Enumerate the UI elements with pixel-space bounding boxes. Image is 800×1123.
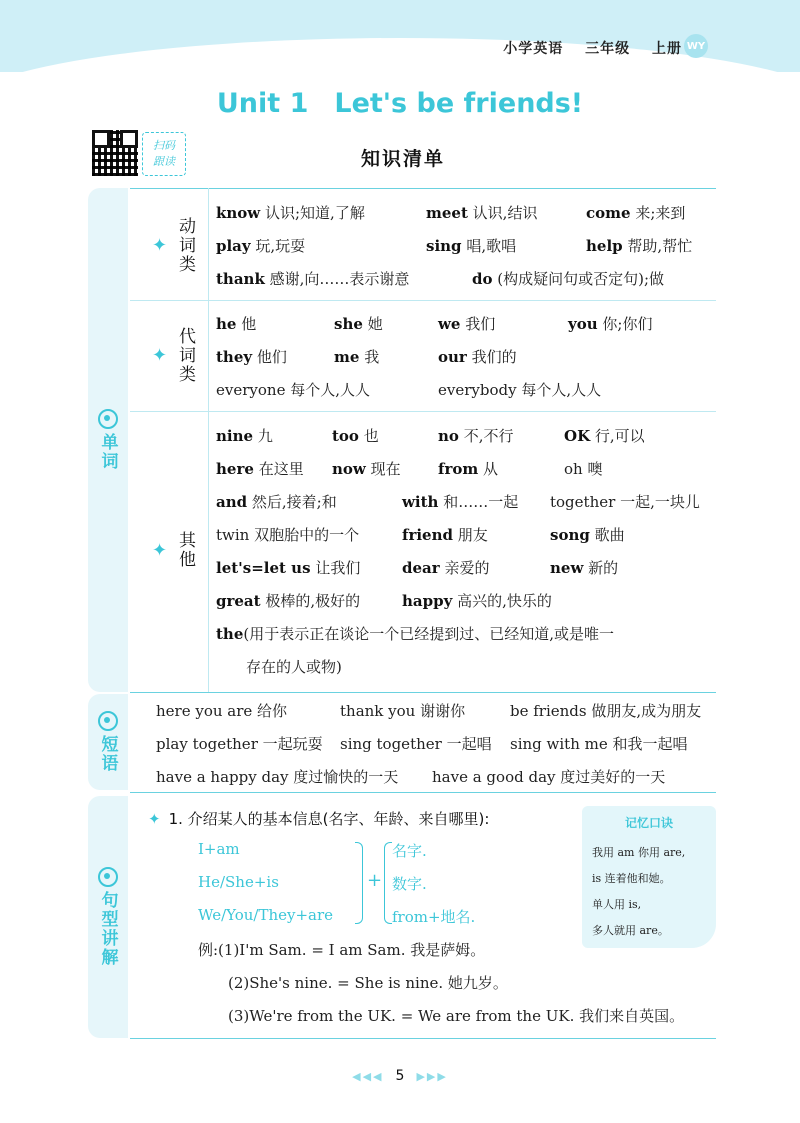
category-label: 动词类 <box>175 216 196 274</box>
category-others <box>140 520 210 580</box>
example-sentence: 例:(1)I'm Sam. = I am Sam. 我是萨姆。 <box>198 941 486 959</box>
memory-tip-box <box>582 806 716 948</box>
star-icon: ✦ <box>151 234 168 256</box>
formula-complement: 数字. <box>392 875 427 893</box>
formula-complement: from+地名. <box>392 908 476 926</box>
page-number: 5 <box>395 1068 405 1084</box>
example-sentence: (3)We're from the UK. = We are from the UK. 我们来自英国。 <box>228 1007 685 1025</box>
memory-tip-line: 多人就用 are。 <box>592 924 669 937</box>
list-title: 知识清单 <box>360 148 445 170</box>
phrase: sing with me 和我一起唱 <box>510 735 688 753</box>
divider <box>130 792 716 793</box>
category-label: 其他 <box>175 531 196 569</box>
target-icon <box>98 867 118 887</box>
category-pronouns <box>140 320 210 390</box>
memory-tip-line: 我用 am 你用 are, <box>592 846 686 859</box>
star-icon: ✦ <box>148 810 161 828</box>
grade-label: 三年级 <box>585 41 631 57</box>
section-tab-words <box>88 188 128 692</box>
phrase: play together 一起玩耍 <box>156 735 323 753</box>
section-tab-phrases <box>88 694 128 790</box>
phrase: sing together 一起唱 <box>340 735 492 753</box>
divider <box>130 188 716 189</box>
unit-title <box>0 88 800 119</box>
phrase: have a good day 度过美好的一天 <box>432 768 666 786</box>
star-icon: ✦ <box>151 539 168 561</box>
target-icon <box>98 409 118 429</box>
example-sentence: (2)She's nine. = She is nine. 她九岁。 <box>228 974 508 992</box>
memory-tip-line: is 连着他和她。 <box>592 872 671 885</box>
memory-tip-title: 记忆口诀 <box>624 816 673 830</box>
formula-plus: + <box>367 870 383 891</box>
scan-line-2: 跟读 <box>153 155 175 168</box>
phrase: have a happy day 度过愉快的一天 <box>156 768 399 786</box>
phrase: be friends 做朋友,成为朋友 <box>510 702 702 720</box>
scan-line-1: 扫码 <box>153 138 175 152</box>
pattern-heading: ✦ 1. 介绍某人的基本信息(名字、年龄、来自哪里): <box>148 810 490 828</box>
unit-number: Unit 1 <box>216 88 309 119</box>
left-brace <box>384 842 392 924</box>
divider <box>130 300 716 301</box>
category-verbs <box>140 210 210 280</box>
right-brace <box>355 842 363 924</box>
divider <box>130 411 716 412</box>
formula-subject: I+am <box>198 840 240 858</box>
formula-complement: 名字. <box>392 842 427 860</box>
page-footer <box>0 1068 800 1084</box>
memory-tip-line: 单人用 is, <box>592 898 642 911</box>
target-icon <box>98 711 118 731</box>
subject-label: 小学英语 <box>503 41 564 57</box>
formula-subject: We/You/They+are <box>198 906 334 924</box>
section-label-words: 单词 <box>97 433 118 471</box>
left-arrows-icon: ◀◀◀ <box>352 1070 384 1083</box>
section-label-patterns: 句型讲解 <box>97 891 118 967</box>
phrase: here you are 给你 <box>156 702 288 720</box>
phrase: thank you 谢谢你 <box>340 702 466 720</box>
star-icon: ✦ <box>151 344 168 366</box>
word-row-continuation: 存在的人或物) <box>246 658 342 676</box>
book-info <box>487 38 682 58</box>
divider <box>130 1038 716 1039</box>
unit-name: Let's be friends! <box>334 88 584 119</box>
category-label: 代词类 <box>175 326 196 384</box>
volume-label: 上册 <box>652 41 682 57</box>
right-arrows-icon: ▶▶▶ <box>416 1070 448 1083</box>
formula-subject: He/She+is <box>198 873 279 891</box>
section-tab-patterns <box>88 796 128 1038</box>
publisher-badge-icon: WY <box>684 34 708 58</box>
divider <box>130 692 716 693</box>
section-label-phrases: 短语 <box>97 735 118 773</box>
